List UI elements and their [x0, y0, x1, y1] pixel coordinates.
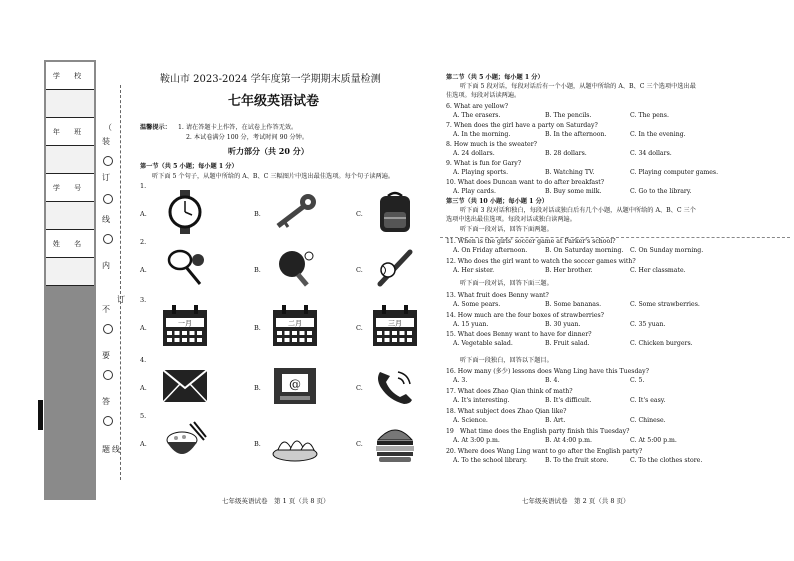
option-c[interactable]: C. The pens. — [630, 112, 669, 119]
rice-bowl-icon — [160, 420, 210, 464]
email-screen-icon — [270, 364, 320, 408]
hamburger-icon — [370, 420, 420, 464]
section1-heading: 第一节（共 5 小题；每小题 1 分） — [140, 163, 238, 170]
fold-char: 装 — [102, 137, 110, 146]
option-c[interactable]: C. To the clothes store. — [630, 457, 703, 464]
option-b[interactable]: B. 30 yuan. — [545, 321, 581, 328]
option-letter[interactable]: B. — [254, 324, 261, 332]
section2-desc-2: 佳选项。每段对话读两遍。 — [446, 92, 521, 99]
option-letter[interactable]: B. — [254, 210, 261, 218]
binding-hole — [103, 416, 113, 426]
option-a[interactable]: A. Playing sports. — [453, 169, 509, 176]
notice-label: 温馨提示： — [140, 124, 171, 131]
fold-char: 线 — [102, 215, 110, 224]
option-b[interactable]: B. At 4:00 p.m. — [545, 437, 592, 444]
fold-side-char: 订 — [117, 295, 125, 304]
option-b[interactable]: B. Her brother. — [545, 267, 593, 274]
option-c[interactable]: C. On Sunday morning. — [630, 247, 704, 254]
calendar-jan-icon — [160, 304, 210, 348]
backpack-icon — [370, 190, 420, 234]
option-a[interactable]: A. It's interesting. — [453, 397, 510, 404]
binding-hole — [103, 324, 113, 334]
listening-heading: 听力部分（共 20 分） — [228, 146, 309, 156]
section3-heading: 第三节（共 10 小题；每小题 1 分） — [446, 198, 548, 205]
question-text: 14. How much are the four boxes of strawberries? — [446, 312, 604, 319]
pingpong-icon — [270, 246, 320, 290]
option-letter[interactable]: C. — [356, 440, 363, 448]
option-b[interactable]: B. Some bananas. — [545, 301, 602, 308]
option-b[interactable]: B. Buy some milk. — [545, 188, 602, 195]
option-b[interactable]: B. Art. — [545, 417, 566, 424]
svg-text:二月: 二月 — [288, 319, 302, 328]
svg-text:一月: 一月 — [178, 319, 192, 328]
option-a[interactable]: A. In the morning. — [453, 131, 511, 138]
option-c[interactable]: C. Go to the library. — [630, 188, 692, 195]
exam-title: 鞍山市 2023-2024 学年度第一学期期末质量检测 — [160, 74, 381, 85]
tennis-icon — [160, 246, 210, 290]
binding-hole — [103, 194, 113, 204]
dumplings-icon — [270, 420, 320, 464]
option-a[interactable]: A. 24 dollars. — [453, 150, 495, 157]
clock-icon — [160, 190, 210, 234]
question-text: 13. What fruit does Benny want? — [446, 292, 549, 299]
question-text: 16. How many (多少) lessons does Wang Ling have this Tuesday? — [446, 368, 649, 375]
school-blank[interactable] — [46, 90, 94, 118]
svg-text:三月: 三月 — [388, 319, 402, 328]
question-text: 11. When is the girls' soccer game at Parker's school? — [446, 238, 616, 245]
option-b[interactable]: B. It's difficult. — [545, 397, 592, 404]
option-b[interactable]: B. In the afternoon. — [545, 131, 607, 138]
section3-desc-1: 听下面 3 段对话和独白，每段对话或独白后有几个小题，从题中所给的 A、B、C 三个 — [460, 207, 696, 214]
question-number: 4. — [140, 356, 147, 364]
key-icon — [270, 190, 320, 234]
notice-1: 1. 请在答题卡上作答，在试卷上作答无效。 — [178, 124, 298, 131]
school-field: 学 校 — [46, 62, 94, 90]
option-c[interactable]: C. Some strawberries. — [630, 301, 700, 308]
section1-desc: 听下面 5 个句子，从题中所给的 A、B、C 三幅图片中选出最佳选项。每个句子读两遍。 — [152, 173, 395, 180]
option-a[interactable]: A. On Friday afternoon. — [453, 247, 528, 254]
option-letter[interactable]: B. — [254, 440, 261, 448]
question-text: 8. How much is the sweater? — [446, 141, 537, 148]
binding-hole — [103, 370, 113, 380]
option-letter[interactable]: A. — [140, 210, 147, 218]
question-text: 19 What time does the English party finish this Tuesday? — [446, 428, 630, 435]
subject-title: 七年级英语试卷 — [228, 94, 320, 109]
option-letter[interactable]: A. — [140, 266, 147, 274]
option-a[interactable]: A. At 3:00 p.m. — [453, 437, 500, 444]
page2-footer: 七年级英语试卷 第 2 页（共 8 页） — [522, 497, 630, 505]
option-b[interactable]: B. The pencils. — [545, 112, 592, 119]
option-a[interactable]: A. Her sister. — [453, 267, 495, 274]
class-blank[interactable] — [46, 146, 94, 174]
option-c[interactable]: C. Her classmate. — [630, 267, 686, 274]
option-c[interactable]: C. It's easy. — [630, 397, 666, 404]
section2-desc-1: 听下面 5 段对话，每段对话后有一个小题，从题中所给的 A、B、C 三个选项中选出最 — [460, 83, 696, 90]
binding-hole — [103, 156, 113, 166]
section3-desc-2: 选项中选出最佳选项。每段对话或独白读两遍。 — [446, 216, 576, 223]
question-text: 18. What subject does Zhao Qian like? — [446, 408, 567, 415]
question-number: 5. — [140, 412, 147, 420]
fold-side-char: 线 — [112, 445, 120, 454]
option-c[interactable]: C. In the evening. — [630, 131, 686, 138]
baseball-icon — [370, 246, 420, 290]
option-a[interactable]: A. Play cards. — [453, 188, 496, 195]
option-letter[interactable]: C. — [356, 384, 363, 392]
question-text: 15. What does Benny want to have for dinner? — [446, 331, 592, 338]
name-blank[interactable] — [46, 258, 94, 286]
question-text: 17. What does Zhao Qian think of math? — [446, 388, 573, 395]
option-letter[interactable]: A. — [140, 384, 147, 392]
black-mark — [38, 400, 43, 430]
question-text: 10. What does Duncan want to do after breakfast? — [446, 179, 605, 186]
option-b[interactable]: B. 28 dollars. — [545, 150, 587, 157]
section2-heading: 第二节（共 5 小题；每小题 1 分） — [446, 74, 544, 81]
question-number: 2. — [140, 238, 147, 246]
option-letter[interactable]: C. — [356, 210, 363, 218]
fold-char: 答 — [102, 397, 110, 406]
question-text: 9. What is fun for Gary? — [446, 160, 522, 167]
option-letter[interactable]: B. — [254, 266, 261, 274]
fold-side-char: （ — [104, 123, 112, 132]
question-number: 3. — [140, 296, 147, 304]
envelope-icon — [160, 364, 210, 408]
option-a[interactable]: A. The erasers. — [453, 112, 501, 119]
option-c[interactable]: C. At 5:00 p.m. — [630, 437, 677, 444]
class-field: 年 班 — [46, 118, 94, 146]
listen-note-2: 听下面一段对话，回答下面三题。 — [460, 280, 553, 287]
question-text: 12. Who does the girl want to watch the soccer games with? — [446, 258, 636, 265]
option-c[interactable]: C. Chinese. — [630, 417, 666, 424]
option-letter[interactable]: C. — [356, 324, 363, 332]
option-letter[interactable]: C. — [356, 266, 363, 274]
calendar-mar-icon — [370, 304, 420, 348]
calendar-feb-icon — [270, 304, 320, 348]
listen-note-3: 听下面一段独白，回答以下题目。 — [460, 357, 553, 364]
svg-text:@: @ — [289, 377, 301, 391]
question-number: 1. — [140, 182, 147, 190]
fold-char: 要 — [102, 351, 110, 360]
option-letter[interactable]: B. — [254, 384, 261, 392]
option-b[interactable]: B. 4. — [545, 377, 560, 384]
fold-char: 不 — [102, 305, 110, 314]
option-b[interactable]: B. To the fruit store. — [545, 457, 609, 464]
fold-line — [120, 85, 121, 480]
option-a[interactable]: A. Science. — [453, 417, 488, 424]
option-b[interactable]: B. On Saturday morning. — [545, 247, 624, 254]
option-c[interactable]: C. 34 dollars. — [630, 150, 672, 157]
binding-hole — [103, 234, 113, 244]
telephone-icon — [370, 364, 420, 408]
option-b[interactable]: B. Fruit salad. — [545, 340, 590, 347]
student-id-blank[interactable] — [46, 202, 94, 230]
option-b[interactable]: B. Watching TV. — [545, 169, 595, 176]
option-letter[interactable]: A. — [140, 324, 147, 332]
option-c[interactable]: C. 5. — [630, 377, 645, 384]
question-text: 7. When does the girl have a party on Saturday? — [446, 122, 598, 129]
option-a[interactable]: A. To the school library. — [453, 457, 528, 464]
listen-note-1: 听下面一段对话，回答下面两题。 — [460, 226, 553, 233]
page1-footer: 七年级英语试卷 第 1 页（共 8 页） — [222, 497, 330, 505]
fold-char: 内 — [102, 261, 110, 270]
question-text: 20. Where does Wang Ling want to go after the English party? — [446, 448, 643, 455]
option-c[interactable]: C. Playing computer games. — [630, 169, 719, 176]
option-letter[interactable]: A. — [140, 440, 147, 448]
option-c[interactable]: C. 35 yuan. — [630, 321, 666, 328]
name-field: 姓 名 — [46, 230, 94, 258]
option-a[interactable]: A. Vegetable salad. — [453, 340, 513, 347]
option-a[interactable]: A. 3. — [453, 377, 468, 384]
question-text: 6. What are yellow? — [446, 103, 509, 110]
option-c[interactable]: C. Chicken burgers. — [630, 340, 693, 347]
student-id-field: 学 号 — [46, 174, 94, 202]
binding-strip — [44, 60, 96, 500]
notice-2: 2. 本试卷满分 100 分，考试时间 90 分钟。 — [186, 134, 309, 141]
fold-char: 订 — [102, 173, 110, 182]
option-a[interactable]: A. Some pears. — [453, 301, 501, 308]
fold-char: 题 — [102, 445, 110, 454]
option-a[interactable]: A. 15 yuan. — [453, 321, 489, 328]
